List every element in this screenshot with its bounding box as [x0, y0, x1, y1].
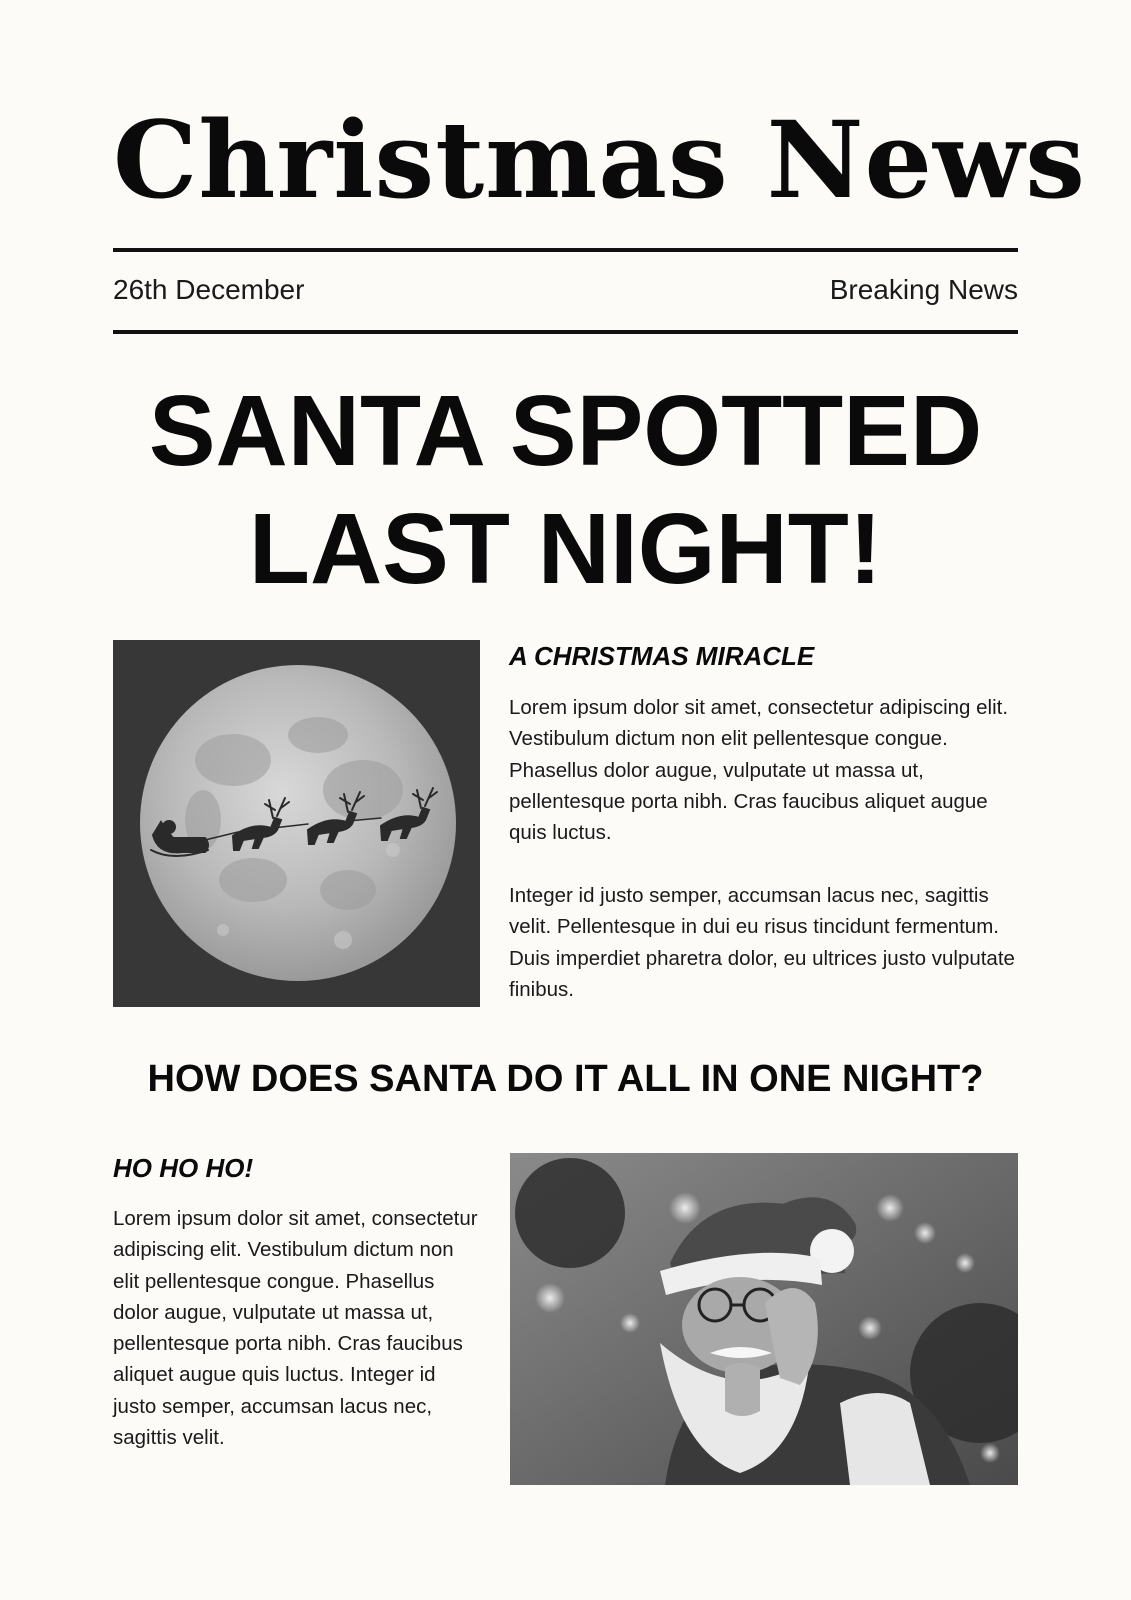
secondary-headline: HOW DOES SANTA DO IT ALL IN ONE NIGHT? [147, 1058, 984, 1100]
issue-date: 26th December [113, 274, 305, 305]
main-headline [113, 372, 1018, 608]
section-label: Breaking News [829, 274, 1018, 305]
main-headline-line-2: LAST NIGHT! [248, 493, 883, 605]
article-paragraph-1: Lorem ipsum dolor sit amet, consectetur adipiscing elit. Vestibulum dictum non elit pellentesque congue. Phasellus dolor augue, vulputate ut massa ut, pellentesque porta nibh. Cras faucibus aliquet augue quis luctus. [509, 696, 1009, 845]
masthead-rule-top [113, 248, 1018, 252]
masthead-title: Christmas News [113, 97, 1086, 222]
main-headline-line-1: SANTA SPOTTED [148, 375, 983, 487]
article-paragraph-2: Integer id justo semper, accumsan lacus nec, sagittis velit. Pellentesque in dui eu risus tincidunt fermentum. Duis imperdiet pharetra dolor, eu ultrices justo vulputate finibus. [509, 884, 1015, 1001]
article-paragraph-3: Lorem ipsum dolor sit amet, consectetur adipiscing elit. Vestibulum dictum non elit pellentesque congue. Phasellus dolor augue, vulputate ut massa ut, pellentesque porta nibh. Cras faucibus aliquet augue quis luctus. Integer id justo semper, accumsan lacus nec, sagittis velit. [113, 1207, 478, 1450]
moon-sleigh-silhouette-icon [113, 640, 480, 1007]
masthead-rule-bottom [113, 330, 1018, 334]
santa-photo [510, 1153, 1018, 1485]
moon-sleigh-photo [113, 640, 480, 1007]
article-kicker-miracle: A CHRISTMAS MIRACLE [509, 641, 815, 671]
article-kicker-hohoho: HO HO HO! [113, 1153, 254, 1183]
santa-portrait-icon [510, 1153, 1018, 1485]
